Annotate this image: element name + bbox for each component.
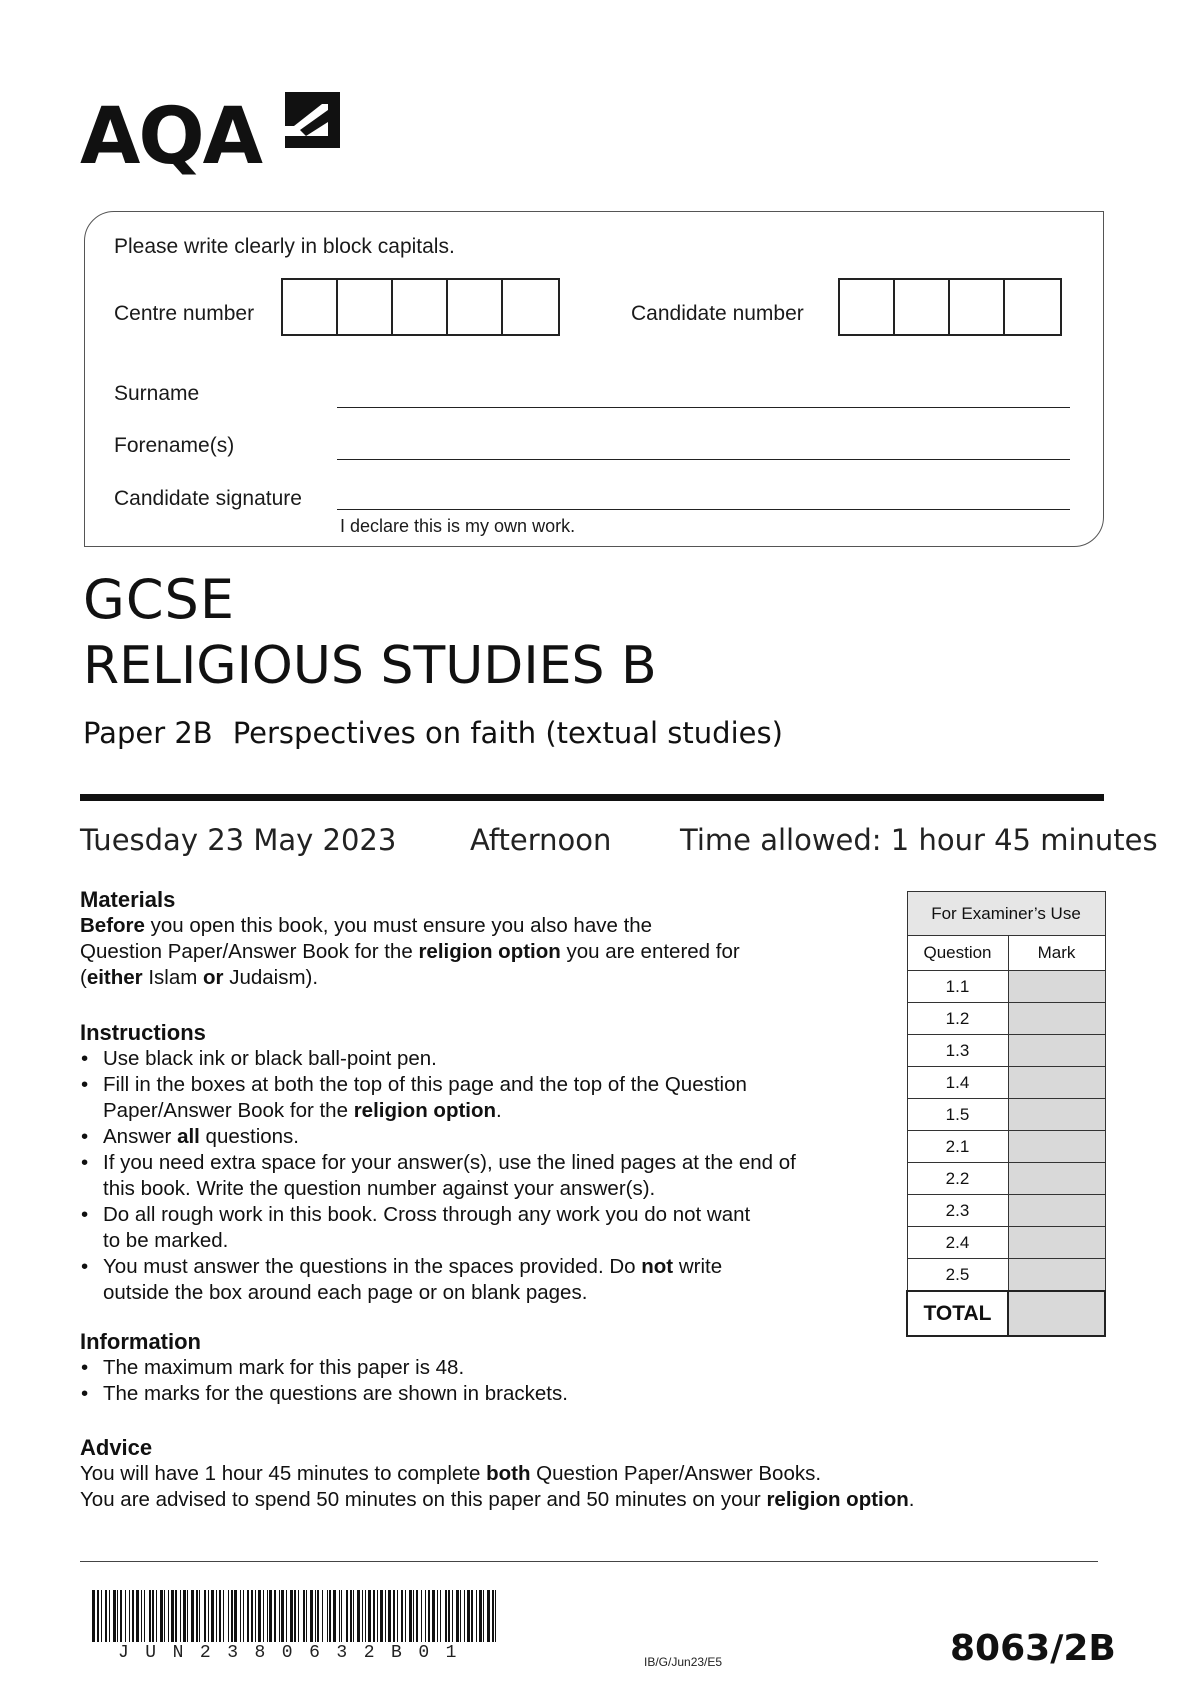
barcode-bar bbox=[315, 1590, 316, 1642]
question-number: 2.1 bbox=[907, 1131, 1008, 1163]
materials-line: (either Islam or Judaism). bbox=[80, 966, 319, 989]
materials-section bbox=[80, 887, 870, 991]
barcode-bar bbox=[92, 1590, 95, 1642]
barcode-bar bbox=[405, 1590, 406, 1642]
barcode-bar bbox=[428, 1590, 430, 1642]
barcode-bar bbox=[281, 1590, 284, 1642]
barcode-bar bbox=[365, 1590, 366, 1642]
aqa-quill-mark-icon bbox=[282, 92, 340, 148]
barcode-bar bbox=[171, 1590, 174, 1642]
instruction-item: • Use black ink or black ball-point pen. bbox=[80, 1046, 870, 1072]
signature-line[interactable] bbox=[337, 509, 1070, 510]
barcode-bar bbox=[401, 1590, 403, 1642]
barcode-bar bbox=[109, 1590, 110, 1642]
barcode-bar bbox=[101, 1590, 102, 1642]
centre-number-digit[interactable] bbox=[393, 280, 448, 334]
barcode-bar bbox=[333, 1590, 336, 1642]
barcode-icon bbox=[92, 1590, 502, 1642]
barcode-bar bbox=[279, 1590, 280, 1642]
barcode-bar bbox=[204, 1590, 206, 1642]
mark-cell bbox=[1008, 1035, 1105, 1067]
barcode-bar bbox=[421, 1590, 422, 1642]
barcode-bar bbox=[269, 1590, 272, 1642]
barcode-bar bbox=[175, 1590, 177, 1642]
barcode-bar bbox=[467, 1590, 470, 1642]
mark-cell bbox=[1008, 971, 1105, 1003]
barcode-bar bbox=[191, 1590, 194, 1642]
mark-cell bbox=[1008, 1259, 1105, 1292]
barcode-bar bbox=[437, 1590, 438, 1642]
question-column-header: Question bbox=[907, 936, 1008, 971]
barcode-bar bbox=[294, 1590, 296, 1642]
barcode-bar bbox=[445, 1590, 447, 1642]
question-number: 1.5 bbox=[907, 1099, 1008, 1131]
barcode-bar bbox=[223, 1590, 224, 1642]
centre-number-label: Centre number bbox=[114, 302, 255, 325]
candidate-number-digit[interactable] bbox=[840, 280, 895, 334]
barcode-bar bbox=[479, 1590, 482, 1642]
barcode-bar bbox=[152, 1590, 154, 1642]
barcode-bar bbox=[234, 1590, 237, 1642]
barcode-bar bbox=[228, 1590, 229, 1642]
question-number: 2.5 bbox=[907, 1259, 1008, 1292]
materials-heading: Materials bbox=[80, 887, 176, 912]
barcode-bar bbox=[377, 1590, 378, 1642]
paper-name: Perspectives on faith (textual studies) bbox=[232, 716, 783, 750]
barcode-bar bbox=[413, 1590, 414, 1642]
surname-line[interactable] bbox=[337, 407, 1070, 408]
mark-cell bbox=[1008, 1131, 1105, 1163]
candidate-number-digit[interactable] bbox=[895, 280, 950, 334]
forenames-line[interactable] bbox=[337, 459, 1070, 460]
candidate-number-boxes[interactable] bbox=[838, 278, 1062, 336]
barcode-bar bbox=[409, 1590, 412, 1642]
instruction-item: • If you need extra space for your answer(s), use the lined pages at the end of this book. Write the question number against your answer(s). bbox=[80, 1150, 870, 1202]
title-divider bbox=[80, 794, 1104, 801]
examiners-use-table bbox=[906, 891, 1106, 1337]
barcode-bar bbox=[255, 1590, 256, 1642]
forenames-label: Forename(s) bbox=[114, 434, 235, 457]
paper-title bbox=[83, 716, 803, 750]
total-mark-cell bbox=[1008, 1291, 1105, 1336]
barcode-bar bbox=[317, 1590, 319, 1642]
barcode-bar bbox=[460, 1590, 461, 1642]
barcode-bar bbox=[211, 1590, 214, 1642]
centre-number-digit[interactable] bbox=[283, 280, 338, 334]
advice-heading: Advice bbox=[80, 1435, 153, 1460]
barcode-bar bbox=[267, 1590, 268, 1642]
mark-cell bbox=[1008, 1195, 1105, 1227]
barcode-bar bbox=[216, 1590, 217, 1642]
barcode-bar bbox=[339, 1590, 340, 1642]
information-heading: Information bbox=[80, 1329, 201, 1354]
barcode-bar bbox=[274, 1590, 276, 1642]
advice-section bbox=[80, 1435, 1040, 1513]
barcode-bar bbox=[298, 1590, 299, 1642]
exam-session: Afternoon bbox=[470, 823, 612, 857]
surname-label: Surname bbox=[114, 382, 200, 405]
exam-date: Tuesday 23 May 2023 bbox=[80, 823, 397, 857]
document-reference: IB/G/Jun23/E5 bbox=[644, 1655, 723, 1669]
barcode-bar bbox=[120, 1590, 122, 1642]
barcode-bar bbox=[341, 1590, 342, 1642]
specification-code: 8063/2B bbox=[950, 1628, 1116, 1669]
barcode-bar bbox=[456, 1590, 459, 1642]
mark-cell bbox=[1008, 1163, 1105, 1195]
barcode-bar bbox=[471, 1590, 473, 1642]
barcode-bar bbox=[183, 1590, 186, 1642]
barcode-bar bbox=[476, 1590, 477, 1642]
barcode-bar bbox=[180, 1590, 181, 1642]
mark-cell bbox=[1008, 1067, 1105, 1099]
barcode-bar bbox=[353, 1590, 354, 1642]
instruction-item: • You must answer the questions in the spaces provided. Do not write outside the box around each page or on blank pages. bbox=[80, 1254, 870, 1306]
instructions-heading: Instructions bbox=[80, 1020, 206, 1045]
barcode-bar bbox=[452, 1590, 453, 1642]
barcode-bar bbox=[327, 1590, 328, 1642]
instruction-item: • Answer all questions. bbox=[80, 1124, 870, 1150]
barcode-bar bbox=[187, 1590, 188, 1642]
barcode-bar bbox=[397, 1590, 398, 1642]
barcode-bar bbox=[388, 1590, 391, 1642]
barcode-bar bbox=[164, 1590, 165, 1642]
barcode-bar bbox=[380, 1590, 383, 1642]
barcode-bar bbox=[240, 1590, 241, 1642]
aqa-logo: AQA bbox=[80, 92, 262, 182]
barcode-bar bbox=[385, 1590, 386, 1642]
barcode-bar bbox=[258, 1590, 261, 1642]
barcode-bar bbox=[196, 1590, 198, 1642]
barcode-bar bbox=[136, 1590, 139, 1642]
centre-number-digit[interactable] bbox=[448, 280, 503, 334]
instructions-section bbox=[80, 1020, 870, 1306]
barcode-bar bbox=[495, 1590, 496, 1642]
barcode-bar bbox=[286, 1590, 287, 1642]
barcode-bar bbox=[329, 1590, 331, 1642]
barcode-bar bbox=[464, 1590, 465, 1642]
barcode-bar bbox=[129, 1590, 130, 1642]
barcode-bar bbox=[208, 1590, 209, 1642]
mark-cell bbox=[1008, 1227, 1105, 1259]
centre-number-boxes[interactable] bbox=[281, 278, 560, 336]
barcode-bar bbox=[448, 1590, 450, 1642]
barcode-bar bbox=[362, 1590, 363, 1642]
block-capitals-instruction: Please write clearly in block capitals. bbox=[114, 235, 455, 258]
barcode-bar bbox=[141, 1590, 142, 1642]
barcode-bar bbox=[117, 1590, 118, 1642]
barcode-bar bbox=[322, 1590, 323, 1642]
question-number: 2.4 bbox=[907, 1227, 1008, 1259]
barcode-bar bbox=[440, 1590, 441, 1642]
barcode-bar bbox=[105, 1590, 107, 1642]
advice-line: You are advised to spend 50 minutes on this paper and 50 minutes on your religion option. bbox=[80, 1488, 915, 1511]
question-number: 2.3 bbox=[907, 1195, 1008, 1227]
centre-number-digit[interactable] bbox=[338, 280, 393, 334]
declaration-text: I declare this is my own work. bbox=[340, 516, 576, 536]
paper-code: Paper 2B bbox=[83, 716, 213, 750]
barcode-bar bbox=[425, 1590, 426, 1642]
barcode-bar bbox=[243, 1590, 244, 1642]
question-number: 1.1 bbox=[907, 971, 1008, 1003]
advice-line: You will have 1 hour 45 minutes to complete both Question Paper/Answer Books. bbox=[80, 1462, 822, 1485]
footer-divider bbox=[80, 1561, 1098, 1562]
total-label: TOTAL bbox=[907, 1291, 1008, 1336]
qualification-title: GCSE bbox=[83, 568, 235, 631]
candidate-number-digit[interactable] bbox=[950, 280, 1005, 334]
barcode-bar bbox=[310, 1590, 313, 1642]
barcode-bar bbox=[373, 1590, 375, 1642]
mark-cell bbox=[1008, 1099, 1105, 1131]
barcode-bar bbox=[393, 1590, 395, 1642]
barcode-bar bbox=[350, 1590, 352, 1642]
time-allowed: Time allowed: 1 hour 45 minutes bbox=[680, 823, 1158, 857]
question-number: 1.4 bbox=[907, 1067, 1008, 1099]
barcode-bar bbox=[487, 1590, 490, 1642]
barcode-bar bbox=[125, 1590, 126, 1642]
candidate-number-digit[interactable] bbox=[1005, 280, 1060, 334]
barcode-bar bbox=[247, 1590, 249, 1642]
barcode-bar bbox=[416, 1590, 418, 1642]
instruction-item: • Do all rough work in this book. Cross through any work you do not want to be marked. bbox=[80, 1202, 870, 1254]
candidate-number-label: Candidate number bbox=[631, 302, 804, 325]
barcode-bar bbox=[97, 1590, 99, 1642]
information-item: • The marks for the questions are shown in brackets. bbox=[80, 1381, 870, 1407]
materials-line: Question Paper/Answer Book for the religion option you are entered for bbox=[80, 940, 740, 963]
barcode-bar bbox=[231, 1590, 233, 1642]
centre-number-digit[interactable] bbox=[503, 280, 558, 334]
mark-column-header: Mark bbox=[1008, 936, 1105, 971]
instruction-item: • Fill in the boxes at both the top of this page and the top of the Question Paper/Answer Book for the religion option. bbox=[80, 1072, 870, 1124]
question-number: 1.2 bbox=[907, 1003, 1008, 1035]
barcode-bar bbox=[149, 1590, 151, 1642]
barcode-bar bbox=[251, 1590, 253, 1642]
barcode-bar bbox=[432, 1590, 435, 1642]
information-item: • The maximum mark for this paper is 48. bbox=[80, 1355, 870, 1381]
examiners-use-title: For Examiner’s Use bbox=[907, 892, 1105, 936]
barcode-bar bbox=[219, 1590, 221, 1642]
materials-line: Before you open this book, you must ensure you also have the bbox=[80, 914, 653, 937]
barcode-bar bbox=[144, 1590, 145, 1642]
barcode-bar bbox=[492, 1590, 494, 1642]
barcode-bar bbox=[160, 1590, 163, 1642]
barcode-bar bbox=[132, 1590, 134, 1642]
barcode-bar bbox=[483, 1590, 484, 1642]
information-section bbox=[80, 1329, 870, 1407]
barcode-bar bbox=[113, 1590, 116, 1642]
barcode-number: JUN2380632B01 bbox=[118, 1643, 473, 1663]
barcode-bar bbox=[156, 1590, 157, 1642]
question-number: 2.2 bbox=[907, 1163, 1008, 1195]
barcode-bar bbox=[303, 1590, 305, 1642]
barcode-bar bbox=[346, 1590, 348, 1642]
subject-title: RELIGIOUS STUDIES B bbox=[83, 636, 657, 696]
barcode-bar bbox=[199, 1590, 200, 1642]
barcode-bar bbox=[357, 1590, 360, 1642]
candidate-signature-label: Candidate signature bbox=[114, 487, 302, 510]
question-number: 1.3 bbox=[907, 1035, 1008, 1067]
barcode-bar bbox=[263, 1590, 264, 1642]
barcode-bar bbox=[368, 1590, 371, 1642]
mark-cell bbox=[1008, 1003, 1105, 1035]
barcode-bar bbox=[168, 1590, 169, 1642]
barcode-bar bbox=[306, 1590, 307, 1642]
barcode-bar bbox=[290, 1590, 293, 1642]
